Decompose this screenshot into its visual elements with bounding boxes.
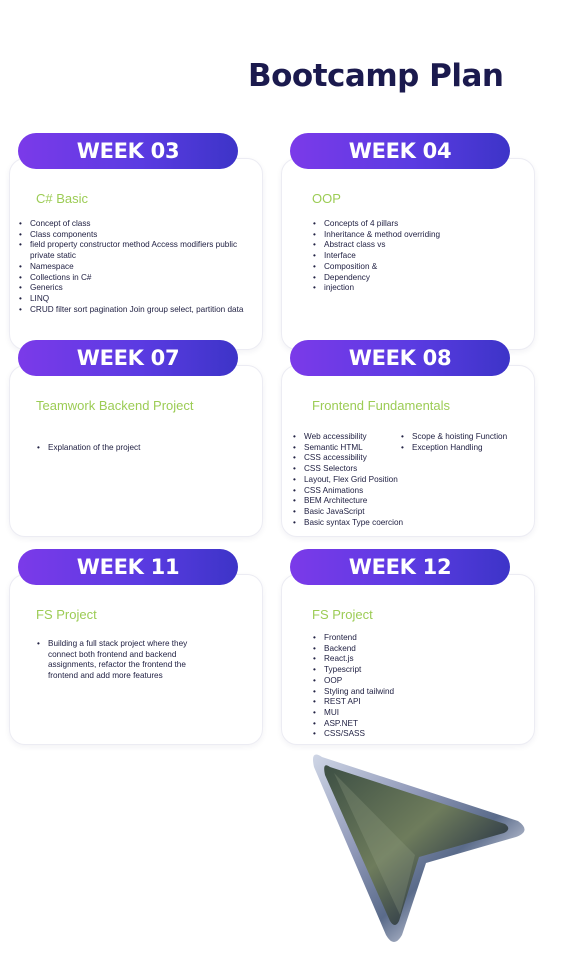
week-03-badge: WEEK 03 bbox=[18, 133, 238, 169]
week-08-card bbox=[281, 346, 535, 537]
page-title: Bootcamp Plan bbox=[248, 58, 504, 94]
week-03-topic-list bbox=[18, 219, 254, 315]
topic-item: • CSS Animations bbox=[292, 486, 410, 497]
topic-item: • Frontend bbox=[312, 633, 512, 644]
week-08-subtitle: Frontend Fundamentals bbox=[312, 398, 451, 413]
week-03-subtitle: C# Basic bbox=[36, 191, 89, 206]
week-04-badge: WEEK 04 bbox=[290, 133, 510, 169]
week-12-badge: WEEK 12 bbox=[290, 549, 510, 585]
week-11-card bbox=[9, 555, 263, 745]
topic-item: • Dependency bbox=[312, 273, 522, 284]
week-12-topic-list bbox=[312, 633, 512, 740]
topic-item: • Interface bbox=[312, 251, 522, 262]
week-08-badge: WEEK 08 bbox=[290, 340, 510, 376]
topic-item: • Concepts of 4 pillars bbox=[312, 219, 522, 230]
topic-item: • CSS Selectors bbox=[292, 464, 410, 475]
topic-item: • Semantic HTML bbox=[292, 443, 410, 454]
topic-item: • CRUD filter sort pagination Join group select, partition data bbox=[18, 305, 254, 316]
week-12-subtitle: FS Project bbox=[312, 607, 373, 622]
week-03-card bbox=[9, 139, 263, 350]
topic-item: • Exception Handling bbox=[400, 443, 532, 454]
topic-item: • Composition & bbox=[312, 262, 522, 273]
topic-item: • Typescript bbox=[312, 665, 512, 676]
week-04-card bbox=[281, 139, 535, 350]
topic-item: • Styling and tailwind bbox=[312, 687, 512, 698]
topic-item: • Backend bbox=[312, 644, 512, 655]
topic-item: • REST API bbox=[312, 697, 512, 708]
topic-item: • CSS accessibility bbox=[292, 453, 410, 464]
topic-item: • Abstract class vs bbox=[312, 240, 522, 251]
week-11-badge: WEEK 11 bbox=[18, 549, 238, 585]
week-08-topic-list bbox=[292, 432, 410, 528]
topic-item: • field property constructor method Access modifiers public private static bbox=[18, 240, 254, 261]
week-07-subtitle: Teamwork Backend Project bbox=[36, 398, 194, 413]
week-04-subtitle: OOP bbox=[312, 191, 341, 206]
topic-item: • ASP.NET bbox=[312, 719, 512, 730]
week-07-topic-list bbox=[36, 443, 246, 454]
topic-item: • Building a full stack project where they connect both frontend and backend assignments, refactor the frontend the frontend and add more features bbox=[36, 639, 206, 682]
week-07-card bbox=[9, 346, 263, 537]
topic-item: • CSS/SASS bbox=[312, 729, 512, 740]
week-08-topic-list-secondary bbox=[400, 432, 532, 453]
topic-item: • Layout, Flex Grid Position bbox=[292, 475, 410, 486]
week-11-topic-list bbox=[36, 639, 206, 682]
topic-item: • Inheritance & method overriding bbox=[312, 230, 522, 241]
topic-item: • injection bbox=[312, 283, 522, 294]
topic-item: • Basic JavaScript bbox=[292, 507, 410, 518]
3d-arrow-cursor-icon bbox=[300, 745, 540, 950]
week-11-subtitle: FS Project bbox=[36, 607, 97, 622]
week-12-card bbox=[281, 555, 535, 745]
topic-item: • MUI bbox=[312, 708, 512, 719]
topic-item: • Collections in C# bbox=[18, 273, 254, 284]
topic-item: • React.js bbox=[312, 654, 512, 665]
topic-item: • Generics bbox=[18, 283, 254, 294]
topic-item: • Class components bbox=[18, 230, 254, 241]
week-07-badge: WEEK 07 bbox=[18, 340, 238, 376]
topic-item: • Basic syntax Type coercion bbox=[292, 518, 410, 529]
topic-item: • Web accessibility bbox=[292, 432, 410, 443]
week-04-topic-list bbox=[312, 219, 522, 294]
topic-item: • Namespace bbox=[18, 262, 254, 273]
topic-item: • Explanation of the project bbox=[36, 443, 246, 454]
topic-item: • Scope & hoisting Function bbox=[400, 432, 532, 443]
topic-item: • BEM Architecture bbox=[292, 496, 410, 507]
topic-item: • Concept of class bbox=[18, 219, 254, 230]
topic-item: • OOP bbox=[312, 676, 512, 687]
topic-item: • LINQ bbox=[18, 294, 254, 305]
